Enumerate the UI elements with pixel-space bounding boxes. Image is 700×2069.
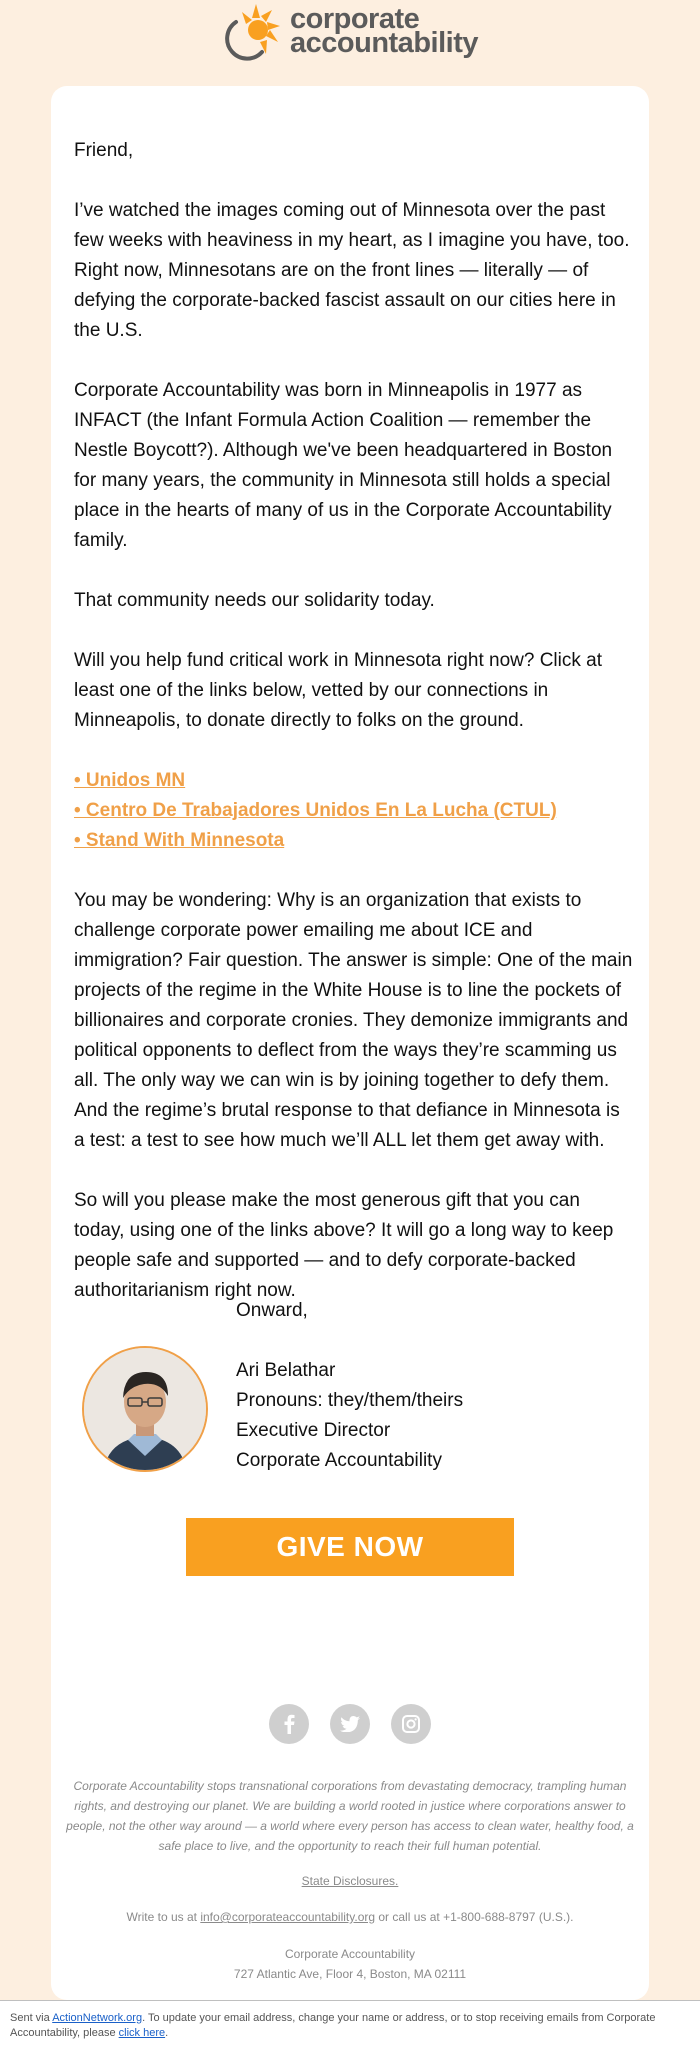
sun-logo-icon [222,0,286,62]
signer-pronouns: Pronouns: they/them/theirs [236,1390,464,1411]
brand-wordmark [290,3,478,59]
sent-via-text: Sent via [10,2012,53,2024]
contact-suffix: or call us at +1-800-688-8797 (U.S.). [375,1910,574,1924]
avatar [82,1346,208,1472]
paragraph-5: You may be wondering: Why is an organization that exists to challenge corporate power emailing me about ICE and immigration? Fair question. The answer is simple: One of the main projects of the regime in the White House is to line the pockets of billionaires and corporate cronies. They demonize immigrants and political opponents to deflect from the ways they’re scamming us all. The only way we can win is by joining together to defy them. And the regime’s brutal response to that defiance in Minnesota is a test: a test to see how much we’ll ALL let them get away with. [74,890,633,1151]
signature-text [236,1296,463,1476]
twitter-icon [340,1716,360,1732]
actionnetwork-link[interactable]: ActionNetwork.org [52,2012,143,2024]
link-ctul[interactable]: • Centro De Trabajadores Unidos En La Lucha (CTUL) [74,800,557,821]
letter-body [74,136,634,1336]
signer-title: Executive Director [236,1420,391,1441]
signer-name: Ari Belathar [236,1360,336,1381]
unsubscribe-bar [0,2000,700,2069]
paragraph-3: That community needs our solidarity today. [74,590,435,611]
donation-links [74,766,634,856]
link-unidos-mn[interactable]: • Unidos MN [74,770,186,791]
state-disclosures-link[interactable]: State Disclosures. [301,1874,399,1888]
social-links [51,1704,649,1744]
portrait-icon [84,1348,206,1470]
org-address [51,1944,649,1984]
paragraph-2: Corporate Accountability was born in Minneapolis in 1977 as INFACT (the Infant Formula Action Coalition — remember the Nestle Boycott?). Although we've been headquartered in Boston for many years, the community in Minnesota still holds a special place in the hearts of many of us in the Corporate Accountability family. [74,380,613,551]
facebook-icon [282,1714,296,1734]
signer-org: Corporate Accountability [236,1450,442,1471]
header-logo[interactable] [0,0,700,62]
instagram-icon [402,1715,420,1733]
email-link[interactable]: info@corporateaccountability.org [200,1910,376,1924]
period: . [165,2027,169,2039]
paragraph-4: Will you help fund critical work in Minnesota right now? Click at least one of the links below, vetted by our connections in Minneapolis, to donate directly to folks on the ground. [74,650,602,731]
instagram-link[interactable] [391,1704,431,1744]
facebook-link[interactable] [269,1704,309,1744]
brand-line-1: corporate [290,3,420,35]
signature-block [74,1296,634,1496]
greeting: Friend, [74,140,134,161]
state-disclosures [51,1874,649,1888]
paragraph-1: I’ve watched the images coming out of Minnesota over the past few weeks with heaviness in my heart, as I imagine you have, too. Right now, Minnesotans are on the front lines — literally — of defying the corporate-backed fascist assault on our cities here in the U.S. [74,200,630,341]
twitter-link[interactable] [330,1704,370,1744]
give-now-button[interactable]: GIVE NOW [186,1518,514,1576]
contact-prefix: Write to us at [126,1910,201,1924]
footer [51,1776,649,1984]
closing: Onward, [236,1300,308,1321]
mission-statement: Corporate Accountability stops transnational corporations from devastating democracy, trampling human rights, and destroying our planet. We are building a world rooted in justice where corporations answer to people, not the other way around — a world where every person has access to clean water, healthy food, a safe place to live, and the opportunity to reach their full human potential. [66,1779,634,1853]
org-name: Corporate Accountability [284,1947,416,1961]
click-here-link[interactable]: click here [118,2027,166,2039]
brand-line-2: accountability [290,27,478,59]
email-card [51,86,649,2000]
org-street-address: 727 Atlantic Ave, Floor 4, Boston, MA 02111 [233,1967,467,1981]
paragraph-6: So will you please make the most generous gift that you can today, using one of the links above? It will go a long way to keep people safe and supported — and to defy corporate-backed authoritarianism right now. [74,1190,614,1301]
contact-line [51,1910,649,1924]
link-stand-with-minnesota[interactable]: • Stand With Minnesota [74,830,285,851]
unsubscribe-text: . To update your email address, change your name or address, or to stop receiving emails from Corporate Accountability, please [10,2012,656,2039]
